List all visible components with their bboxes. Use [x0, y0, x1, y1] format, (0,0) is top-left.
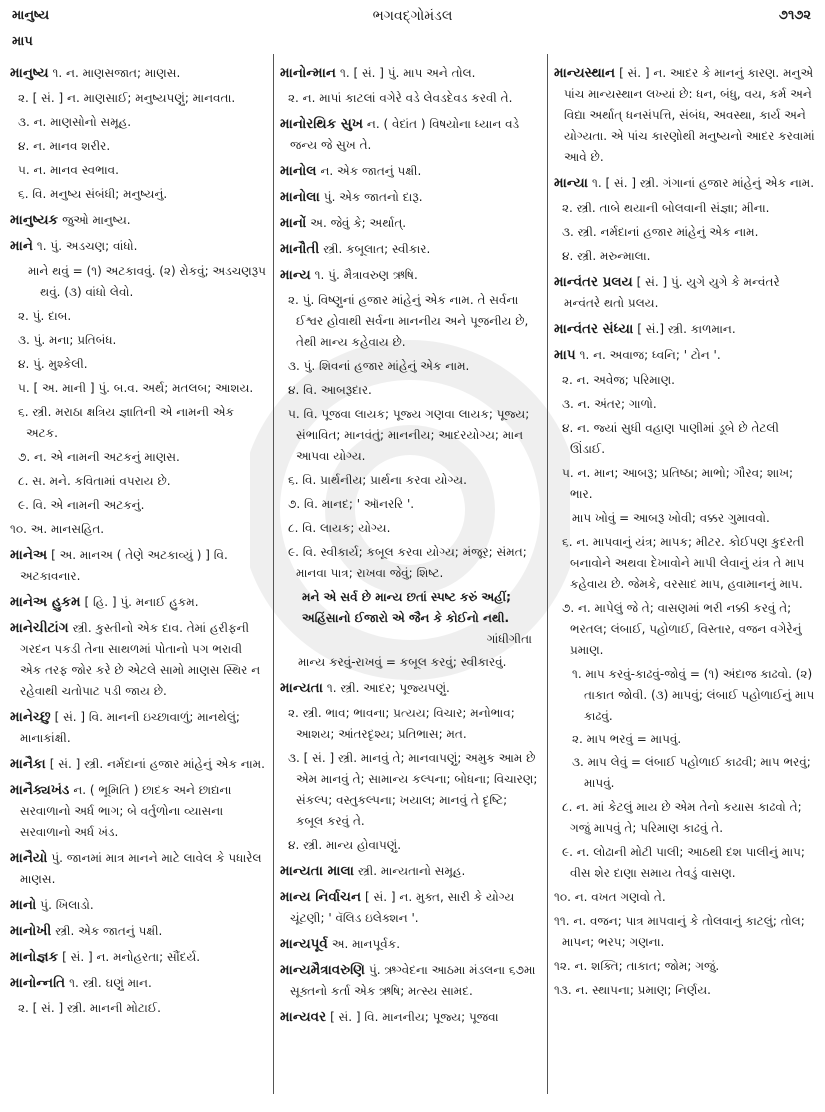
entry-sense: ૪. ન. જ્યાં સુધી વહાણ પાણીમાં ડૂબે છે તેટલી ઊંડાઈ.	[562, 421, 779, 456]
entry-sense: ૬. ન. માપવાનું યંત્ર; માપક; મીટર. કોઈપણ કુદરતી બનાવોને અથવા દેખાવોને માપી લેવાનું યંત્ર તે માપ કહેવાય છે. જેમકે, વરસાદ માપ, હવામાનનું માપ.	[562, 535, 805, 591]
dictionary-entry	[10, 618, 266, 702]
dictionary-entry	[280, 187, 538, 208]
entry-sense: ૨. [ સં. ] સ્ત્રી. માનની મોટાઈ.	[18, 1001, 161, 1015]
entry-sense: ૪. ન. માનવ શરીર.	[18, 139, 111, 153]
entry-headword: માનુષ્યક	[10, 212, 59, 228]
idiom-phrase: ૧. માપ કરવું-કાઢવું-જોવું = (૧) અંદાજ કાઢવો. (૨) તાકાત જોવી. (૩) માપવું; લંબાઈ પહોળાઈનું માપ કાઢવું.	[572, 667, 815, 723]
idiom-phrase: ૩. માપ લેવું = લંબાઈ પહોળાઈ કાઢવી; માપ ભરવું; માપવું.	[572, 755, 811, 790]
entry-sense: ૧૦. ન. વખત ગણવો તે.	[554, 890, 666, 904]
entry-definition: [ સં. ] વિ. માનનીય; પૂજ્ય; પૂજવા	[330, 1010, 499, 1024]
column-divider	[547, 54, 548, 1094]
entry-definition: ૧. સ્ત્રી. આદર; પૂજ્યપણું.	[326, 681, 450, 695]
dictionary-entry	[10, 947, 266, 968]
entry-sense: ૩. પું. શિવનાં હજાર માંહેનું એક નામ.	[288, 359, 470, 373]
entry-definition: ૧. સ્ત્રી. ઘણું માન.	[69, 976, 152, 990]
dictionary-entry	[10, 592, 266, 613]
quotation-line: અહિંસાનો ઈજારો એ જૈન કે કોઈનો નથી.	[302, 611, 510, 625]
dictionary-entry	[10, 707, 266, 749]
page-number: ૭૧૭૨	[778, 8, 811, 23]
entry-headword: માનો	[10, 897, 37, 913]
dictionary-entry	[554, 319, 816, 340]
dictionary-entry	[10, 545, 266, 587]
entry-sense: ૩. [ સં. ] સ્ત્રી. માનવું તે; માનવાપણું; અમુક આમ છે એમ માનવું તે; સામાન્ય કલ્પના; બોધના; વિચારણ; સંકલ્પ; વસ્તુકલ્પના; ખયાલ; માનવું તે દૃષ્ટિ; કબૂલ કરવું તે.	[288, 751, 538, 828]
entry-definition: ૧. [ સં. ] પું. માપ અને તોલ.	[339, 66, 476, 80]
entry-headword: માનૈક્યખંડ	[10, 782, 70, 798]
entry-headword: માનોન્નતિ	[10, 975, 66, 991]
entry-headword: માન્યતા	[280, 680, 323, 696]
entry-sense: ૬. વિ. મનુષ્ય સંબંધી; મનુષ્યનું.	[18, 187, 168, 201]
dictionary-entry	[554, 173, 816, 194]
entry-headword: માન્વંતર પ્રલય	[554, 274, 633, 290]
entry-definition: સ્ત્રી. માન્યતાનો સમૂહ.	[357, 864, 466, 878]
entry-definition: ૧. પું. મૈત્રાવરુણ ઋષિ.	[314, 268, 418, 282]
entry-headword: માનૈકા	[10, 756, 46, 772]
entry-headword: માને	[10, 238, 33, 254]
dictionary-entry	[280, 934, 538, 955]
entry-headword: માનોન્માન	[280, 65, 336, 81]
entry-sense: ૪. પું. મુશ્કેલી.	[18, 357, 88, 371]
entry-definition: સ્ત્રી. એક જાતનું પક્ષી.	[55, 924, 163, 938]
entry-sense: ૮. વિ. લાયક; યોગ્ય.	[288, 521, 391, 535]
entry-definition: ન. ( વેદાંત ) વિષયોના ધ્યાન વડે જન્ય જે સુખ તે.	[290, 117, 520, 152]
entry-sense: ૪. સ્ત્રી. મરુન્માલા.	[562, 249, 651, 263]
entry-definition: જુઓ માનુષ્ય.	[62, 213, 131, 227]
entry-sense: ૩. ન. માણસોનો સમૂહ.	[18, 115, 132, 129]
entry-sense: ૨. ન. માપાં કાટલાં વગેરે વડે લેવડદેવડ કરવી તે.	[288, 91, 513, 105]
dictionary-entry	[280, 265, 538, 286]
dictionary-entry	[280, 861, 538, 882]
guide-word-first: માનુષ્ય	[12, 8, 50, 23]
idiom-phrase: માપ ખોવું = આબરૂ ખોવી; વક્કર ગુમાવવો.	[572, 511, 770, 525]
entry-headword: માનેઅ હુકમ	[10, 594, 81, 610]
entry-sense: ૫. વિ. પૂજવા લાયક; પૂજ્ય ગણવા લાયક; પૂજ્ય; સંભાવિત; માનવંતું; માનનીય; આદરયોગ્ય; માન આપવા યોગ્ય.	[288, 407, 530, 463]
dictionary-entry	[10, 973, 266, 994]
entry-headword: માનેચીટાંગ	[10, 620, 69, 636]
entry-sense: ૪. વિ. આબરૂદાર.	[288, 383, 372, 397]
dictionary-entry	[280, 239, 538, 260]
quotation-source: ગાંધીગીતા	[486, 632, 532, 646]
entry-sense: ૩. પું. મના; પ્રતિબંધ.	[18, 333, 117, 347]
entry-sense: ૨. પું. વિષ્ણુનાં હજાર માંહેનું એક નામ. તે સર્વના ઈશ્વર હોવાથી સર્વના માનનીય અને પૂજનીય છે, તેથી માન્ય કહેવાય છે.	[288, 293, 529, 349]
entry-definition: ૧. પું. અડચણ; વાંધો.	[36, 239, 138, 253]
entry-headword: માનોખી	[10, 923, 52, 939]
idiom-phrase: ૨. માપ ભરવું = માપવું.	[572, 732, 682, 746]
entry-headword: માનૌતી	[280, 241, 320, 257]
entry-definition: [ સં. ] પું. યુગે યુગે કે મન્વંતરે મન્વંતરે થતો પ્રલય.	[564, 275, 780, 310]
dictionary-entry	[280, 63, 538, 84]
entry-sense: ૯. વિ. એ નામની અટકનું.	[18, 498, 145, 512]
entry-headword: માનેઅ	[10, 547, 48, 563]
entry-sense: ૭. ન. એ નામની અટકનું માણસ.	[18, 450, 180, 464]
entry-definition: પું. ઋગ્વેદના આઠમા મંડલના ૬૭મા સૂક્તનો કર્તા એક ઋષિ; મત્સ્ય સામદ.	[290, 963, 536, 998]
running-title: ભગવદ્ગોમંડલ	[372, 8, 453, 24]
dictionary-entry	[280, 1007, 538, 1028]
entry-headword: માન્ય	[280, 267, 311, 283]
entry-definition: [ અ. માનઅ ( તેણે અટકાવ્યું ) ] વિ. અટકાવનાર.	[20, 548, 228, 583]
dictionary-entry	[554, 63, 816, 168]
dictionary-column-3	[554, 58, 816, 1004]
column-divider	[273, 54, 274, 1094]
entry-definition: ૧. ન. માણસજાત; માણસ.	[52, 66, 181, 80]
entry-definition: [ સં. ] ન. આદર કે માનનું કારણ. મનુએ પાંચ માન્યસ્થાન લખ્યાં છે: ધન, બંધુ, વય, કર્મ અને વિદ્યા અર્થાત્ ધનસંપત્તિ, સંબંધ, અવસ્થા, કાર્ય અને યોગ્યતા. એ પાંચ કારણોથી મનુષ્યનો આદર કરવામાં આવે છે.	[564, 66, 815, 164]
dictionary-entry	[10, 848, 266, 890]
entry-definition: [ સં. ] સ્ત્રી. નર્મદાનાં હજાર માંહેનું એક નામ.	[49, 757, 265, 771]
entry-headword: માન્ય નિર્વાચન	[280, 889, 362, 905]
entry-sense: ૭. ન. માપેલું જે તે; વાસણમાં ભરી નક્કી કરવું તે; ભરતલ; લંબાઈ, પહોળાઈ, વિસ્તાર, વજન વગેરેનું પ્રમાણ.	[562, 601, 802, 657]
dictionary-column-1	[10, 58, 266, 1022]
entry-headword: માપ	[554, 347, 576, 363]
entry-sense: ૯. ન. લોઢાની મોટી પાલી; આઠથી દશ પાલીનું માપ; વીસ શેર દાણા સમાય તેવડું વાસણ.	[562, 845, 805, 880]
entry-headword: માન્વંતર સંધ્યા	[554, 321, 634, 337]
entry-sense: ૬. સ્ત્રી. મરાઠા ક્ષત્રિય જ્ઞાતિની એ નામની એક અટક.	[18, 405, 234, 440]
entry-sense: ૧૩. ન. સ્થાપના; પ્રમાણ; નિર્ણય.	[554, 983, 711, 997]
dictionary-entry	[10, 780, 266, 843]
entry-definition: ૧. [ સં. ] સ્ત્રી. ગંગાનાં હજાર માંહેનું એક નામ.	[591, 176, 815, 190]
entry-headword: માન્યા	[554, 175, 588, 191]
entry-headword: માન્યસ્થાન	[554, 65, 616, 81]
entry-definition: ૧. ન. અવાજ; ધ્વનિ; ' ટોન '.	[579, 348, 721, 362]
entry-sense: ૯. વિ. સ્વીકાર્ય; કબૂલ કરવા યોગ્ય; મંજૂર; સંમત; માનવા પાત્ર; રાખવા જેવું; શિષ્ટ.	[288, 545, 527, 580]
entry-definition: [ હિ. ] પું. મનાઈ હુકમ.	[84, 595, 199, 609]
entry-definition: સ્ત્રી. કુસ્તીનો એક દાવ. તેમાં હરીફની ગરદન પકડી તેના સાથળમાં પોતાનો પગ ભરાવી એક તરફ જોર કરે છે એટલે સામો માણસ સ્થિર ન રહેવાથી ચતોપાટ પડી જાય છે.	[20, 621, 261, 698]
entry-headword: માન્યમૈત્રાવરુણિ	[280, 962, 365, 978]
dictionary-column-2	[280, 58, 538, 1032]
entry-sense: ૫. [ અ. માની ] પું. બ.વ. અર્થ; મતલબ; આશય.	[18, 381, 254, 395]
entry-headword: માન્યવર	[280, 1009, 327, 1025]
idiom-phrase: માને થવું = (૧) અટકાવવું. (૨) રોકવું; અડચણરૂપ થવું. (૩) વાંધો લેવો.	[28, 264, 266, 299]
dictionary-entry	[554, 345, 816, 366]
entry-headword: માન્યપૂર્વ	[280, 936, 328, 952]
entry-sense: ૩. સ્ત્રી. નર્મદાનાં હજાર માંહેનું એક નામ.	[562, 225, 759, 239]
guide-word-last: માપ	[12, 34, 33, 49]
entry-headword: માનૈયો	[10, 850, 48, 866]
dictionary-entry	[280, 213, 538, 234]
entry-sense: ૩. ન. અંતર; ગાળો.	[562, 397, 657, 411]
entry-sense: ૮. સ. મને. કવિતામાં વપરાય છે.	[18, 474, 171, 488]
dictionary-entry	[280, 887, 538, 929]
entry-sense: ૨. સ્ત્રી. તાબે થયાની બોલવાની સંજ્ઞા; મીના.	[562, 201, 770, 215]
entry-sense: ૨. પું. દાબ.	[18, 309, 72, 323]
entry-sense: ૮. ન. માં કેટલું માય છે એમ તેનો કયાસ કાઢવો તે; ગજું માપવું તે; પરિમાણ કાઢવું તે.	[562, 800, 802, 835]
dictionary-entry	[10, 236, 266, 257]
dictionary-entry	[10, 895, 266, 916]
entry-definition: [ સં. ] ન. મુક્ત, સારી કે યોગ્ય ચૂંટણી; ' વૅલિડ ઇલેક્શન '.	[290, 890, 515, 925]
entry-definition: પું. ખિલાડો.	[40, 898, 94, 912]
entry-definition: [ સં.] સ્ત્રી. કાળમાન.	[637, 322, 736, 336]
entry-headword: માનોં	[280, 215, 307, 231]
entry-sense: ૫. ન. માન; આબરૂ; પ્રતિષ્ઠા; માભો; ગૌરવ; શાખ; ભાર.	[562, 466, 794, 501]
entry-sense: ૨. સ્ત્રી. ભાવ; ભાવના; પ્રત્યય; વિચાર; મનોભાવ; આશય; આંતરદૃશ્ય; પ્રતિભાસ; મત.	[288, 706, 515, 741]
entry-headword: માનોરથિક સુખ	[280, 116, 363, 132]
dictionary-entry	[10, 210, 266, 231]
dictionary-entry	[10, 754, 266, 775]
dictionary-entry	[280, 114, 538, 156]
entry-sense: ૧૧. ન. વજન; પાત્ર માપવાનું કે તોલવાનું કાટલું; તોલ; માપન; ભરપ; ગણના.	[554, 914, 805, 949]
quotation-line: મને એ સર્વ છે માન્ય છતાં સ્પષ્ટ કરું અહીં;	[302, 590, 511, 604]
entry-sense: ૧૨. ન. શક્તિ; તાકાત; જોમ; ગજું.	[554, 959, 720, 973]
entry-sense: ૭. વિ. માનદ; ' ઑનરરિ '.	[288, 497, 415, 511]
entry-sense: ૪. સ્ત્રી. માન્ય હોવાપણું.	[288, 838, 402, 852]
dictionary-entry	[280, 960, 538, 1002]
entry-definition: અ. જેવું કે; અર્થાત્.	[310, 216, 407, 230]
entry-headword: માનેચ્છુ	[10, 709, 51, 725]
entry-definition: [ સં. ] વિ. માનની ઇચ્છાવાળું; માનથેલું; માનાકાંક્ષી.	[20, 710, 240, 745]
entry-definition: ન. ( ભૂમિતિ ) છાદક અને છાદ્યના સરવાળાનો અર્ધ ભાગ; બે વર્તુળોના વ્યાસના સરવાળાનો અર્ધ ખંડ.	[20, 783, 232, 839]
entry-sense: ૨. [ સં. ] ન. માણસાઈ; મનુષ્યપણું; માનવતા.	[18, 91, 236, 105]
entry-sense: ૧૦. અ. માનસહિત.	[10, 522, 105, 536]
entry-headword: માનોલા	[280, 189, 320, 205]
entry-sense: ૨. ન. અવેજ; પરિમાણ.	[562, 373, 675, 387]
dictionary-entry	[554, 272, 816, 314]
entry-definition: [ સં. ] ન. મનોહરતા; સૌંદર્ય.	[62, 950, 201, 964]
idiom-phrase: માન્ય કરવું-રાખવું = કબૂલ કરવું; સ્વીકારવું.	[298, 655, 507, 669]
dictionary-entry	[280, 161, 538, 182]
entry-definition: ન. એક જાતનું પક્ષી.	[320, 164, 422, 178]
entry-definition: સ્ત્રી. કબૂલાત; સ્વીકાર.	[323, 242, 431, 256]
entry-sense: ૫. ન. માનવ સ્વભાવ.	[18, 163, 119, 177]
entry-sense: ૬. વિ. પ્રાર્થનીય; પ્રાર્થના કરવા યોગ્ય.	[288, 473, 467, 487]
entry-headword: માન્યતા માલા	[280, 863, 354, 879]
entry-definition: પું. એક જાતનો દારૂ.	[323, 190, 423, 204]
dictionary-entry	[280, 678, 538, 699]
entry-definition: પું. જાનમાં માત્ર માનને માટે લાવેલ કે પધારેલ માણસ.	[20, 851, 262, 886]
entry-headword: માનોલ	[280, 163, 317, 179]
entry-definition: અ. માનપૂર્વક.	[331, 937, 401, 951]
dictionary-entry	[10, 921, 266, 942]
entry-headword: માનોજ્ઞક	[10, 949, 59, 965]
dictionary-entry	[10, 63, 266, 84]
entry-headword: માનુષ્ય	[10, 65, 49, 81]
